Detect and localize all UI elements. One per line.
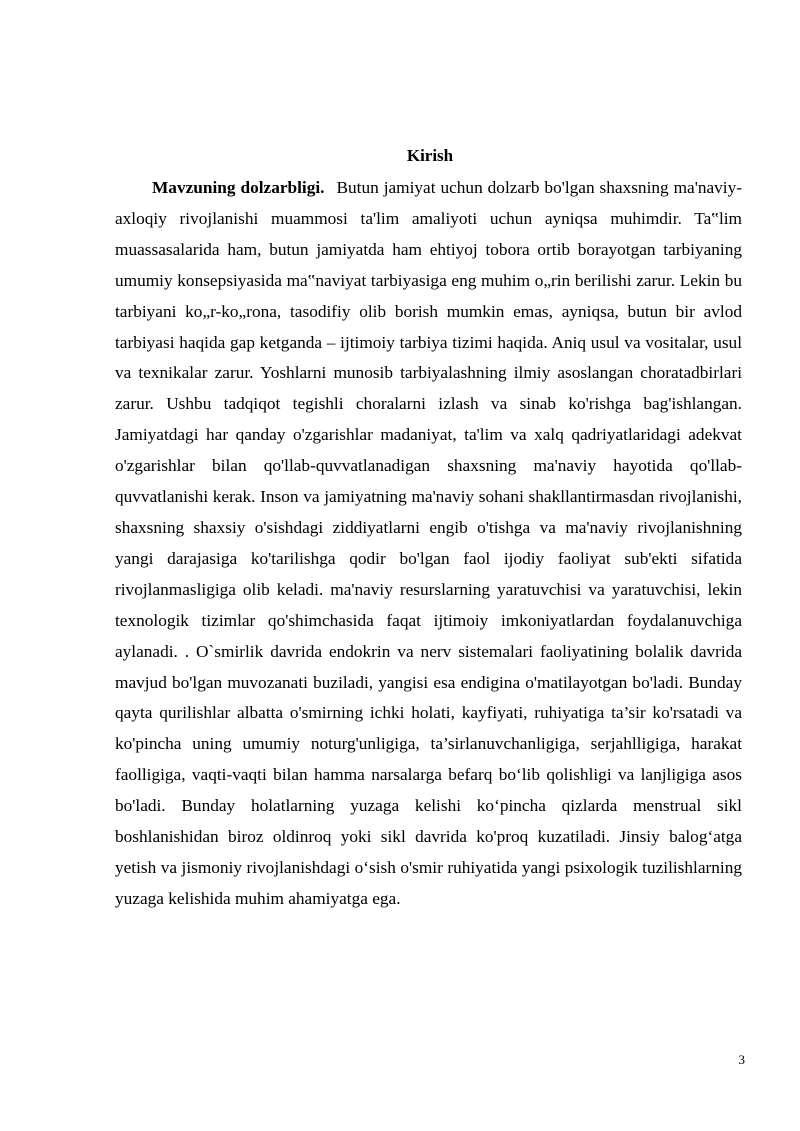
paragraph-text: Butun jamiyat uchun dolzarb bo'lgan shaxsning ma'naviy-axloqiy rivojlanishi muammosi ta'lim amaliyoti uchun ayniqsa muhimdir. Ta‟lim muassasalarida ham, butun jamiyatda ham ehtiyoj tobora ortib borayotgan tarbiyaning umumiy konsepsiyasida ma‟naviyat tarbiyasiga eng muhim o„rin berilishi zarur. Lekin bu tarbiyani ko„r-ko„rona, tasodifiy olib borish mumkin emas, ayniqsa, butun bir avlod tarbiyasi haqida gap ketganda – ijtimoiy tarbiya tizimi haqida. Aniq usul va vositalar, usul va texnikalar zarur. Yoshlarni munosib tarbiyalashning ilmiy asoslangan choratadbirlari zarur. Ushbu tadqiqot tegishli choralarni izlash va sinab ko'rishga bag'ishlangan. Jamiyatdagi har qanday o'zgarishlar madaniyat, ta'lim va xalq qadriyatlaridagi adekvat o'zgarishlar bilan qo'llab-quvvatlanadigan shaxsning ma'naviy hayotida qo'llab-quvvatlanishi kerak. Inson va jamiyatning ma'naviy sohani shakllantirmasdan rivojlanishi, shaxsning shaxsiy o'sishdagi ziddiyatlarni engib o'tishga va ma'naviy rivojlanishning yangi darajasiga ko'tarilishga qodir bo'lgan faol ijodiy faoliyat sub'ekti sifatida rivojlanmasligiga olib keladi. ma'naviy resurslarning yaratuvchisi va yaratuvchisi, lekin texnologik tizimlar qo'shimchasida faqat ijtimoiy imkoniyatlardan foydalanuvchiga aylanadi. . O`smirlik davrida endokrin va nerv sistemalari faoliyatining bolalik davrida mavjud bo'lgan muvozanati buziladi, yangisi esa endigina o'matilayotgan bo'ladi. Bunday qayta qurilishlar albatta o'smirning ichki holati, kayfiyati, ruhiyatiga ta’sir ko'rsatadi va ko'pincha uning umumiy noturg'unligiga, ta’sirlanuvchanligiga, serjahlligiga, harakat faolligiga, vaqti-vaqti bilan hamma narsalarga befarq bo‘lib qolishligi va lanjligiga asos bo'ladi. Bunday holatlarning yuzaga kelishi ko‘pincha qizlarda menstrual sikl boshlanishidan biroz oldinroq yoki sikl davrida ko'proq kuzatiladi. Jinsiy balog‘atga yetish va jismoniy rivojlanishdagi o‘sish o'smir ruhiyatida yangi psixologik tuzilishlarning yuzaga kelishida muhim ahamiyatga ega. (115, 178, 742, 908)
body-paragraph (115, 173, 742, 915)
lead-heading: Mavzuning dolzarbligi. (152, 178, 325, 197)
section-title: Kirish (406, 146, 454, 165)
page-number: 3 (738, 1052, 745, 1067)
